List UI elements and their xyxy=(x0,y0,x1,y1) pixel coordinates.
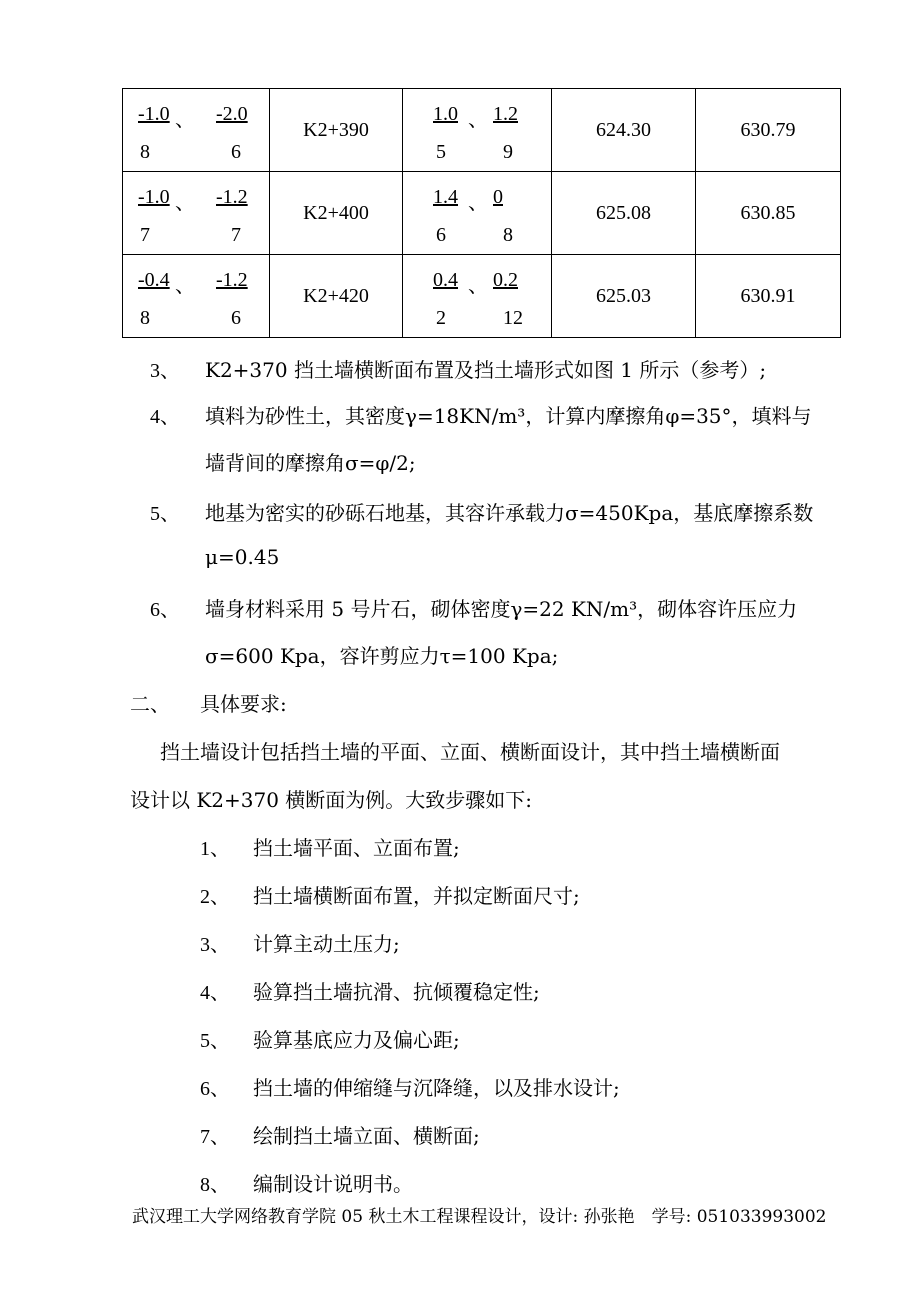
step-text: 挡土墙横断面布置，并拟定断面尺寸; xyxy=(253,884,580,908)
section-2-number: 二、 xyxy=(130,692,170,716)
range-b-cell xyxy=(403,255,552,338)
section-2-title: 具体要求: xyxy=(200,692,287,716)
item-5-line2: μ=0.45 xyxy=(205,545,280,569)
item-3-text: K2+370 挡土墙横断面布置及挡土墙形式如图 1 所示（参考）; xyxy=(205,358,767,382)
step-text: 验算基底应力及偏心距; xyxy=(253,1028,460,1052)
item-6-number: 6、 xyxy=(150,599,180,621)
value-1-cell: 624.30 xyxy=(552,89,696,172)
range-b-bottom-right: 9 xyxy=(503,141,513,163)
range-a-cell xyxy=(123,89,270,172)
range-a-top-right: -1.2 xyxy=(216,269,248,291)
step-number: 8、 xyxy=(200,1174,230,1196)
table-row xyxy=(123,172,841,255)
step-text: 验算挡土墙抗滑、抗倾覆稳定性; xyxy=(253,980,540,1004)
range-a-top-left: -1.0 xyxy=(138,103,170,125)
section-2-paragraph-line2: 设计以 K2+370 横断面为例。大致步骤如下: xyxy=(130,788,533,812)
step-text: 绘制挡土墙立面、横断面; xyxy=(253,1124,480,1148)
value-1-cell: 625.08 xyxy=(552,172,696,255)
range-b-bottom-left: 6 xyxy=(436,224,446,246)
range-a-separator: 、 xyxy=(175,109,195,131)
range-a-bottom-left: 7 xyxy=(140,224,150,246)
range-b-separator: 、 xyxy=(468,275,488,297)
range-b-bottom-right: 8 xyxy=(503,224,513,246)
step-number: 2、 xyxy=(200,886,230,908)
step-number: 3、 xyxy=(200,934,230,956)
item-4-line1: 填料为砂性土，其密度γ=18KN/m³，计算内摩擦角φ=35°，填料与 xyxy=(205,404,812,428)
range-a-bottom-right: 6 xyxy=(231,307,241,329)
range-b-top-right: 0.2 xyxy=(493,269,518,291)
step-number: 5、 xyxy=(200,1030,230,1052)
table-row xyxy=(123,255,841,338)
range-a-top-left: -1.0 xyxy=(138,186,170,208)
range-b-separator: 、 xyxy=(468,109,488,131)
range-b-top-left: 0.4 xyxy=(433,269,458,291)
range-b-cell xyxy=(403,89,552,172)
station-cell: K2+420 xyxy=(270,255,403,338)
step-number: 7、 xyxy=(200,1126,230,1148)
step-number: 4、 xyxy=(200,982,230,1004)
range-a-bottom-left: 8 xyxy=(140,141,150,163)
range-a-bottom-left: 8 xyxy=(140,307,150,329)
range-a-top-left: -0.4 xyxy=(138,269,170,291)
item-5-number: 5、 xyxy=(150,503,180,525)
range-b-bottom-right: 12 xyxy=(503,307,523,329)
item-5-line1: 地基为密实的砂砾石地基，其容许承载力σ=450Kpa，基底摩擦系数 xyxy=(205,501,814,525)
step-text: 编制设计说明书。 xyxy=(253,1172,413,1196)
section-2-paragraph-line1: 挡土墙设计包括挡土墙的平面、立面、横断面设计，其中挡土墙横断面 xyxy=(160,740,780,764)
table-row xyxy=(123,89,841,172)
range-b-separator: 、 xyxy=(468,192,488,214)
range-a-cell xyxy=(123,172,270,255)
item-6-line1: 墙身材料采用 5 号片石，砌体密度γ=22 KN/m³，砌体容许压应力 xyxy=(205,597,798,621)
data-table xyxy=(122,88,841,338)
range-a-bottom-right: 6 xyxy=(231,141,241,163)
range-a-separator: 、 xyxy=(175,192,195,214)
step-number: 6、 xyxy=(200,1078,230,1100)
range-a-separator: 、 xyxy=(175,275,195,297)
range-a-cell xyxy=(123,255,270,338)
range-b-top-right: 1.2 xyxy=(493,103,518,125)
range-b-top-right: 0 xyxy=(493,186,503,208)
value-2-cell: 630.85 xyxy=(696,172,841,255)
range-b-top-left: 1.0 xyxy=(433,103,458,125)
step-text: 计算主动土压力; xyxy=(253,932,400,956)
step-text: 挡土墙的伸缩缝与沉降缝，以及排水设计; xyxy=(253,1076,620,1100)
item-4-number: 4、 xyxy=(150,406,180,428)
range-a-top-right: -2.0 xyxy=(216,103,248,125)
range-b-cell xyxy=(403,172,552,255)
value-1-cell: 625.03 xyxy=(552,255,696,338)
range-a-top-right: -1.2 xyxy=(216,186,248,208)
range-b-bottom-left: 2 xyxy=(436,307,446,329)
step-text: 挡土墙平面、立面布置; xyxy=(253,836,460,860)
range-b-top-left: 1.4 xyxy=(433,186,458,208)
item-3-number: 3、 xyxy=(150,360,180,382)
station-cell: K2+400 xyxy=(270,172,403,255)
table-body xyxy=(123,89,841,338)
station-cell: K2+390 xyxy=(270,89,403,172)
range-a-bottom-right: 7 xyxy=(231,224,241,246)
value-2-cell: 630.79 xyxy=(696,89,841,172)
range-b-bottom-left: 5 xyxy=(436,141,446,163)
item-6-line2: σ=600 Kpa，容许剪应力τ=100 Kpa; xyxy=(205,644,559,668)
value-2-cell: 630.91 xyxy=(696,255,841,338)
step-number: 1、 xyxy=(200,838,230,860)
item-4-line2: 墙背间的摩擦角σ=φ/2; xyxy=(205,451,416,475)
page-footer: 武汉理工大学网络教育学院 05 秋土木工程课程设计，设计: 孙张艳 学号: 051033993002 xyxy=(132,1207,827,1227)
